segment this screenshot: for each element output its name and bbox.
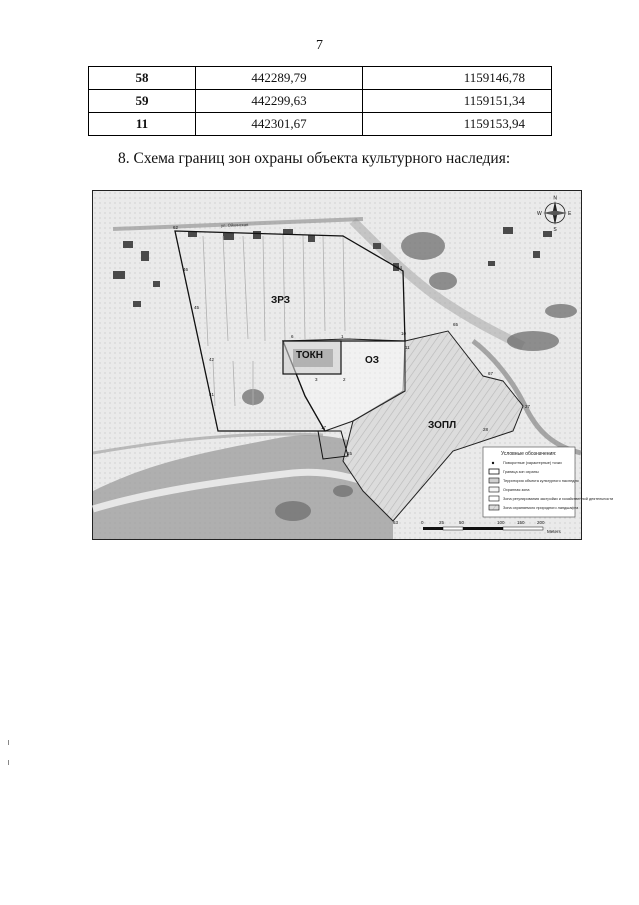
table-cell-point: 58	[89, 67, 196, 90]
point-label: 1	[341, 334, 344, 339]
legend-item: Граница зон охраны	[503, 470, 539, 474]
scan-artifact	[8, 760, 9, 765]
point-label: 46	[183, 267, 189, 272]
legend-item: Территория объекта культурного наследия	[503, 479, 579, 483]
scale-tick: 100	[497, 520, 505, 525]
point-label: 42	[209, 357, 215, 362]
page-number: 7	[316, 38, 323, 53]
street-label: ул. Ойкинская	[220, 222, 249, 228]
table-cell-y: 1159151,34	[363, 90, 552, 113]
zone-label-oz: ОЗ	[365, 355, 380, 366]
coordinates-table	[88, 66, 552, 136]
table-cell-x: 442301,67	[196, 113, 363, 136]
point-label: 27	[525, 404, 531, 409]
table-cell-point: 59	[89, 90, 196, 113]
table-cell-x: 442289,79	[196, 67, 363, 90]
legend-item: Поворотные (характерные) точки	[503, 461, 562, 465]
table-cell-y: 1159153,94	[363, 113, 552, 136]
point-label: 3	[315, 377, 318, 382]
protection-zones-map	[92, 190, 614, 540]
point-label: 17	[321, 425, 327, 430]
point-label: 63	[393, 520, 399, 525]
table-cell-x: 442299,63	[196, 90, 363, 113]
compass-n: N	[553, 195, 558, 202]
point-label: 2	[343, 377, 346, 382]
zone-label-tokn: ТОКН	[296, 350, 323, 361]
legend-title: Условные обозначения:	[501, 451, 557, 457]
point-label: 41	[209, 392, 215, 397]
scale-tick: 50	[459, 520, 465, 525]
scale-tick: 0	[421, 520, 424, 525]
scale-tick: 25	[439, 520, 445, 525]
point-label: 64	[397, 265, 403, 270]
zone-label-zrz: ЗРЗ	[271, 295, 291, 306]
compass-w: W	[537, 211, 542, 217]
table-row	[89, 67, 552, 90]
point-label: 28	[483, 427, 489, 432]
legend-item: Зона регулирования застройки и хозяйственной деятельности	[503, 497, 614, 501]
legend-item: Зона охраняемого природного ландшафта	[503, 506, 579, 510]
zone-label-zopl: ЗОПЛ	[428, 420, 457, 431]
legend-item: Охранная зона	[503, 488, 530, 492]
point-label: 45	[194, 305, 200, 310]
map-legend	[483, 447, 613, 517]
point-label: 65	[453, 322, 459, 327]
scale-tick: 200	[537, 520, 545, 525]
scale-tick: 150	[517, 520, 525, 525]
scan-artifact	[8, 740, 9, 745]
table-cell-y: 1159146,78	[363, 67, 552, 90]
compass-s: S	[553, 227, 557, 233]
point-label: 6	[291, 334, 294, 339]
table-row	[89, 113, 552, 136]
compass-e: E	[568, 211, 572, 217]
point-label: 10	[401, 331, 407, 336]
point-label: 11	[405, 345, 410, 350]
point-label: 67	[488, 371, 494, 376]
table-cell-point: 11	[89, 113, 196, 136]
table-row	[89, 90, 552, 113]
point-label: 62	[173, 225, 179, 230]
scale-unit: Meters	[547, 529, 561, 534]
section-title: 8. Схема границ зон охраны объекта культурного наследия:	[118, 150, 511, 167]
point-label: 15	[347, 451, 353, 456]
